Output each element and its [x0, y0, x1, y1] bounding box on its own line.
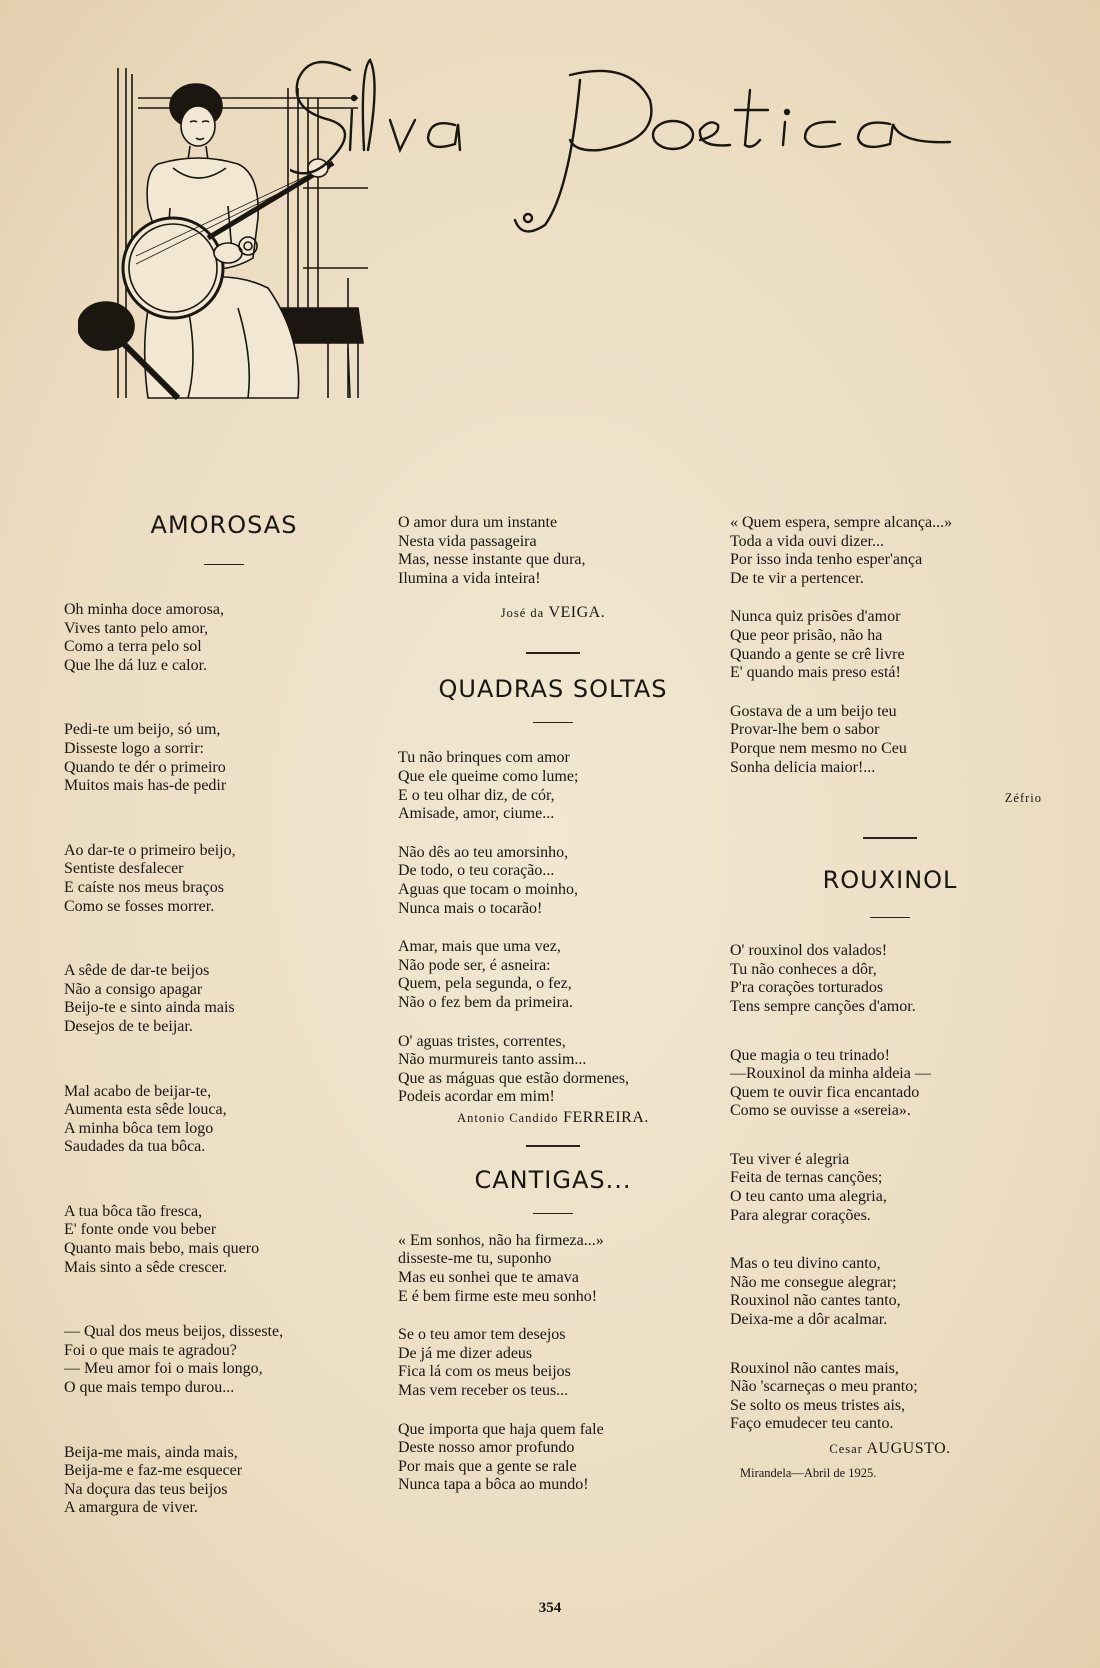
- verse-line: Amar, mais que uma vez,: [398, 938, 561, 956]
- verse-line: A tua bôca tão fresca,: [64, 1202, 203, 1220]
- verse-line: Aumenta esta sêde louca,: [64, 1101, 227, 1119]
- stanza: [398, 749, 708, 823]
- verse-line: Rouxinol não cantes mais,: [730, 1359, 899, 1377]
- verse-line: Beija-me mais, ainda mais,: [64, 1443, 238, 1461]
- verse-line: Mas eu sonhei que te amava: [398, 1269, 579, 1287]
- signature-zefrio: Zéfrio: [1004, 791, 1042, 806]
- verse-line: Tens sempre canções d'amor.: [730, 997, 916, 1015]
- verse-line: O que mais tempo durou...: [64, 1379, 235, 1397]
- verse-line: Não a consigo apagar: [64, 980, 203, 998]
- page-number: 354: [538, 1600, 562, 1616]
- verse-line: Mal acabo de beijar-te,: [64, 1082, 212, 1100]
- verse-line: Provar-lhe bem o sabor: [730, 721, 880, 739]
- verse-line: Quem te ouvir fica encantado: [730, 1083, 920, 1101]
- verse-line: disseste-me tu, suponho: [398, 1250, 552, 1268]
- verse-line: Se solto os meus tristes ais,: [730, 1396, 906, 1414]
- verse-line: A minha bôca tem logo: [64, 1119, 214, 1137]
- verse-line: Sonha delicia maior!...: [730, 758, 876, 776]
- section-title-amorosas: AMOROSAS: [150, 511, 298, 539]
- verse-line: Beijo-te e sinto ainda mais: [64, 999, 235, 1017]
- section-title-rouxinol: ROUXINOL: [822, 866, 958, 895]
- verse-line: Que lhe dá luz e calor.: [64, 656, 208, 674]
- verse-line: Mas o teu divino canto,: [730, 1255, 881, 1273]
- column-middle: [398, 514, 708, 1495]
- stanza: [730, 514, 1050, 588]
- stanza: [730, 703, 1050, 777]
- verse-line: Que ele queime como lume;: [398, 767, 579, 785]
- stanza: [64, 1444, 384, 1518]
- verse-line: Mas vem receber os teus...: [398, 1382, 569, 1400]
- stanza: [64, 842, 384, 916]
- verse-line: E caíste nos meus braços: [64, 878, 224, 896]
- verse-line: O' aguas tristes, correntes,: [398, 1032, 566, 1050]
- verse-line: Não murmureis tanto assim...: [398, 1051, 587, 1069]
- verse-line: Que magia o teu trinado!: [730, 1046, 890, 1064]
- verse-line: Faço emudecer teu canto.: [730, 1415, 894, 1433]
- rouxinol-stanzas: [730, 942, 1050, 1434]
- stanza: [730, 1255, 1050, 1329]
- verse-line: Mais sinto a sêde crescer.: [64, 1258, 228, 1276]
- script-title-lettering: [290, 40, 1070, 260]
- verse-line: Nunca tapa a bôca ao mundo!: [398, 1476, 589, 1494]
- verse-line: Nunca mais o tocarão!: [398, 899, 543, 917]
- verse-line: De já me dizer adeus: [398, 1344, 533, 1362]
- verse-line: E é bem firme este meu sonho!: [398, 1287, 598, 1305]
- verse-line: Disseste logo a sorrir:: [64, 739, 204, 757]
- section-title-cantigas: CANTIGAS...: [474, 1165, 632, 1194]
- stanza: [730, 1151, 1050, 1225]
- verse-line: Podeis acordar em mim!: [398, 1088, 555, 1106]
- verse-line: Quem, pela segunda, o fez,: [398, 975, 572, 993]
- stanza: [398, 938, 708, 1012]
- verse-line: O amor dura um instante: [398, 514, 558, 531]
- verse-line: Vives tanto pelo amor,: [64, 619, 209, 637]
- verse-line: P'ra corações torturados: [730, 979, 884, 997]
- section-title-quadras-soltas: QUADRAS SOLTAS: [438, 675, 668, 704]
- verse-line: « Em sonhos, não ha firmeza...»: [398, 1231, 604, 1249]
- verse-line: Ao dar-te o primeiro beijo,: [64, 841, 236, 859]
- place-and-date: Mirandela—Abril de 1925.: [740, 1466, 877, 1480]
- verse-line: Gostava de a um beijo teu: [730, 702, 897, 720]
- verse-line: Não dês ao teu amorsinho,: [398, 843, 569, 861]
- stanza: [64, 1203, 384, 1277]
- cantigas-stanzas: [398, 1232, 708, 1495]
- verse-line: E' quando mais preso está!: [730, 664, 901, 682]
- verse-line: Aguas que tocam o moinho,: [398, 880, 578, 898]
- column-amorosas: [64, 510, 384, 1518]
- verse-line: Feita de ternas canções;: [730, 1169, 883, 1187]
- verse-line: Como se fosses morrer.: [64, 897, 215, 915]
- verse-line: De todo, o teu coração...: [398, 862, 555, 880]
- verse-line: Por mais que a gente se rale: [398, 1457, 577, 1475]
- stanza: [398, 1326, 708, 1400]
- stanza: [64, 1083, 384, 1157]
- verse-line: Como se ouvisse a «sereia».: [730, 1102, 911, 1120]
- cantigas-continued-stanzas: [730, 514, 1050, 777]
- verse-line: Sentiste desfalecer: [64, 860, 184, 878]
- verse-line: Quando a gente se crê livre: [730, 645, 905, 663]
- verse-line: Pedi-te um beijo, só um,: [64, 721, 221, 739]
- stanza: [730, 942, 1050, 1016]
- verse-line: « Quem espera, sempre alcança...»: [730, 514, 953, 531]
- verse-line: Que importa que haja quem fale: [398, 1420, 604, 1438]
- verse-line: A sêde de dar-te beijos: [64, 962, 210, 980]
- verse-line: Mas, nesse instante que dura,: [398, 551, 586, 569]
- verse-line: Muitos mais has-de pedir: [64, 777, 227, 795]
- verse-line: Não 'scarneças o meu pranto;: [730, 1378, 918, 1396]
- verse-line: Porque nem mesmo no Ceu: [730, 739, 907, 757]
- signature-cesar-augusto: Cesar AUGUSTO.: [829, 1440, 951, 1457]
- verse-line: Nunca quiz prisões d'amor: [730, 608, 901, 626]
- verse-line: O' rouxinol dos valados!: [730, 942, 888, 960]
- verse-line: Deixa-me a dôr acalmar.: [730, 1311, 888, 1329]
- verse-line: O teu canto uma alegria,: [730, 1188, 887, 1206]
- verse-line: A amargura de viver.: [64, 1499, 198, 1517]
- stanza: [64, 601, 384, 675]
- verse-line: Se o teu amor tem desejos: [398, 1326, 566, 1344]
- amorosas-final-stanza: [398, 514, 708, 588]
- signature-jose-da-veiga: José da VEIGA.: [500, 604, 606, 622]
- verse-line: Rouxinol não cantes tanto,: [730, 1292, 901, 1310]
- verse-line: Para alegrar corações.: [730, 1206, 871, 1224]
- verse-line: Que as máguas que estão dormenes,: [398, 1069, 630, 1087]
- verse-line: De te vir a pertencer.: [730, 569, 864, 587]
- verse-line: Toda a vida ouvi dizer...: [730, 532, 884, 550]
- stanza: [730, 608, 1050, 682]
- verse-line: Tu não conheces a dôr,: [730, 960, 877, 978]
- column-right: [730, 514, 1050, 1481]
- verse-line: — Meu amor foi o mais longo,: [64, 1360, 263, 1378]
- verse-line: E o teu olhar diz, de cór,: [398, 786, 555, 804]
- stanza: [398, 1421, 708, 1495]
- verse-line: Saudades da tua bôca.: [64, 1138, 206, 1156]
- verse-line: Quanto mais bebo, mais quero: [64, 1240, 260, 1258]
- verse-line: Ilumina a vida inteira!: [398, 569, 541, 587]
- stanza: [398, 1033, 708, 1107]
- verse-line: Deste nosso amor profundo: [398, 1439, 575, 1457]
- verse-line: —Rouxinol da minha aldeia —: [730, 1065, 931, 1083]
- quadras-stanzas: [398, 749, 708, 1107]
- stanza: [730, 1047, 1050, 1121]
- verse-line: Fica lá com os meus beijos: [398, 1363, 571, 1381]
- verse-line: Desejos de te beijar.: [64, 1017, 193, 1035]
- verse-line: Não pode ser, é asneira:: [398, 956, 551, 974]
- stanza: [64, 962, 384, 1036]
- stanza: [398, 844, 708, 918]
- stanza: [398, 1232, 708, 1306]
- verse-line: Teu viver é alegria: [730, 1150, 850, 1168]
- verse-line: Quando te dér o primeiro: [64, 758, 226, 776]
- verse-line: Por isso inda tenho esper'ança: [730, 551, 923, 569]
- verse-line: E' fonte onde vou beber: [64, 1221, 217, 1239]
- verse-line: Nesta vida passageira: [398, 532, 537, 550]
- amorosas-stanzas: [64, 601, 384, 1518]
- signature-antonio-candido-ferreira: Antonio Candido FERREIRA.: [457, 1108, 649, 1126]
- verse-line: Que peor prisão, não ha: [730, 626, 883, 644]
- verse-line: Oh minha doce amorosa,: [64, 601, 224, 618]
- masthead-title: [290, 40, 1070, 260]
- verse-line: — Qual dos meus beijos, disseste,: [64, 1323, 284, 1341]
- verse-line: Tu não brinques com amor: [398, 749, 570, 767]
- stanza: [398, 514, 708, 588]
- stanza: [64, 1323, 384, 1397]
- verse-line: Foi o que mais te agradou?: [64, 1341, 237, 1359]
- stanza: [64, 721, 384, 795]
- verse-line: Na doçura das teus beijos: [64, 1480, 228, 1498]
- verse-line: Não o fez bem da primeira.: [398, 993, 574, 1011]
- stanza: [730, 1360, 1050, 1434]
- verse-line: Não me consegue alegrar;: [730, 1273, 897, 1291]
- verse-line: Beija-me e faz-me esquecer: [64, 1462, 243, 1480]
- verse-line: Como a terra pelo sol: [64, 638, 202, 656]
- verse-line: Amisade, amor, ciume...: [398, 805, 555, 823]
